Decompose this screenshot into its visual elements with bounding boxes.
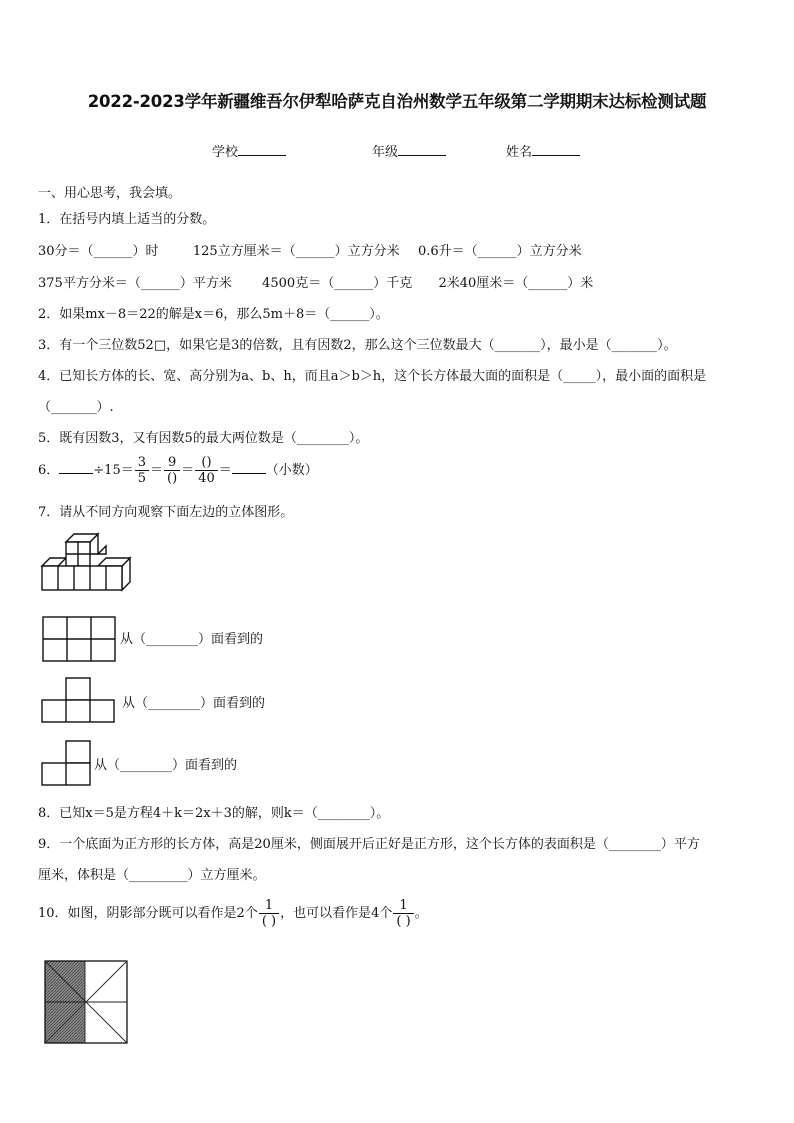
q1-row2: [38, 272, 593, 291]
q6-blank2[interactable]: [232, 462, 266, 474]
q6-f3-den: 40: [198, 471, 215, 486]
q10-part2: ，也可以看作是4个: [280, 906, 393, 921]
q6-suffix: （小数）: [265, 463, 318, 478]
q3: 3．有一个三位数52□，如果它是3的倍数，且有因数2，那么这个三位数最大（_______），最小是（_______）。: [38, 338, 677, 353]
q6-fraction2: [164, 455, 180, 486]
q10-f1-den: ( ): [261, 914, 277, 929]
q6-f1-den: 5: [137, 471, 146, 486]
section-heading: 一、用心思考，我会填。: [38, 186, 182, 201]
q1-item4: 375平方分米＝（______）平方米: [38, 276, 232, 291]
q2: 2．如果mx－8＝22的解是x＝6，那么5m＋8＝（______）。: [38, 307, 389, 322]
q1-item5: 4500克＝（______）千克: [262, 276, 413, 291]
page-title: 2022-2023学年新疆维吾尔伊犁哈萨克自治州数学五年级第二学期期末达标检测试题: [87, 92, 707, 111]
q10: [38, 898, 428, 929]
shaded-square-figure: [44, 960, 128, 1044]
school-blank[interactable]: [238, 143, 286, 156]
q4-line1: 4．已知长方体的长、宽、高分别为a、b、h，而且a＞b＞h，这个长方体最大面的面积是（_____），最小面的面积是: [38, 369, 707, 384]
q6-fraction3: [195, 455, 218, 486]
school-label: 学校: [212, 145, 239, 160]
q10-f2-num: 1: [393, 898, 413, 914]
q6-f2-num: 9: [164, 455, 180, 471]
view2-grid: [40, 677, 116, 723]
q10-part1: 10．如图，阴影部分既可以看作是2个: [38, 906, 258, 921]
q6-blank1[interactable]: [59, 462, 93, 474]
q10-part3: 。: [414, 906, 428, 921]
q9-line2: 厘米，体积是（_________）立方厘米。: [38, 868, 266, 883]
q6-prefix: 6．: [38, 463, 60, 478]
q1-item3: 0.6升＝（______）立方分米: [417, 244, 582, 259]
cube-figure: [40, 534, 136, 590]
q6-div: ÷15＝: [93, 463, 134, 478]
q6-fraction1: [135, 455, 149, 486]
q7-view2-label: 从（________）面看到的: [122, 696, 266, 711]
view1-grid: [42, 616, 116, 662]
grade-field: [372, 141, 446, 160]
q7-view1-label: 从（________）面看到的: [120, 632, 264, 647]
school-field: [212, 141, 286, 160]
name-field: [506, 141, 580, 160]
q4-line2: （_______）.: [38, 400, 114, 415]
q1-row1: [38, 240, 582, 259]
q10-fraction1: [259, 898, 279, 929]
q10-f1-num: 1: [259, 898, 279, 914]
q6-f1-num: 3: [135, 455, 149, 471]
q1-item1: 30分＝（______）时: [38, 244, 159, 259]
q1-item2: 125立方厘米＝（______）立方分米: [192, 244, 400, 259]
q8: 8．已知x＝5是方程4＋k＝2x＋3的解，则k＝（________）。: [38, 806, 390, 821]
name-label: 姓名: [506, 145, 533, 160]
q1-stem: 1．在括号内填上适当的分数。: [38, 212, 216, 227]
q6-f3-num: (): [195, 455, 218, 471]
q5: 5．既有因数3，又有因数5的最大两位数是（________）。: [38, 431, 369, 446]
grade-label: 年级: [372, 145, 399, 160]
view3-grid: [40, 740, 92, 786]
q9-line1: 9．一个底面为正方形的长方体，高是20厘米，侧面展开后正好是正方形，这个长方体的表面积是（________）平方: [38, 837, 700, 852]
grade-blank[interactable]: [398, 143, 446, 156]
q6: 6． ÷15＝ $\frac{3}{5}$ ＝ $\frac{9}{()}$ ＝ $\frac{()}{40}$ ＝ （小数）: [38, 455, 318, 486]
q1-item6: 2米40厘米＝（______）米: [438, 276, 594, 291]
q6-f2-den: (): [167, 471, 178, 486]
q10-fraction2: [393, 898, 413, 929]
q7-stem: 7．请从不同方向观察下面左边的立体图形。: [38, 505, 294, 520]
q7-view3-label: 从（________）面看到的: [94, 758, 238, 773]
q10-f2-den: ( ): [396, 914, 411, 929]
name-blank[interactable]: [532, 143, 580, 156]
